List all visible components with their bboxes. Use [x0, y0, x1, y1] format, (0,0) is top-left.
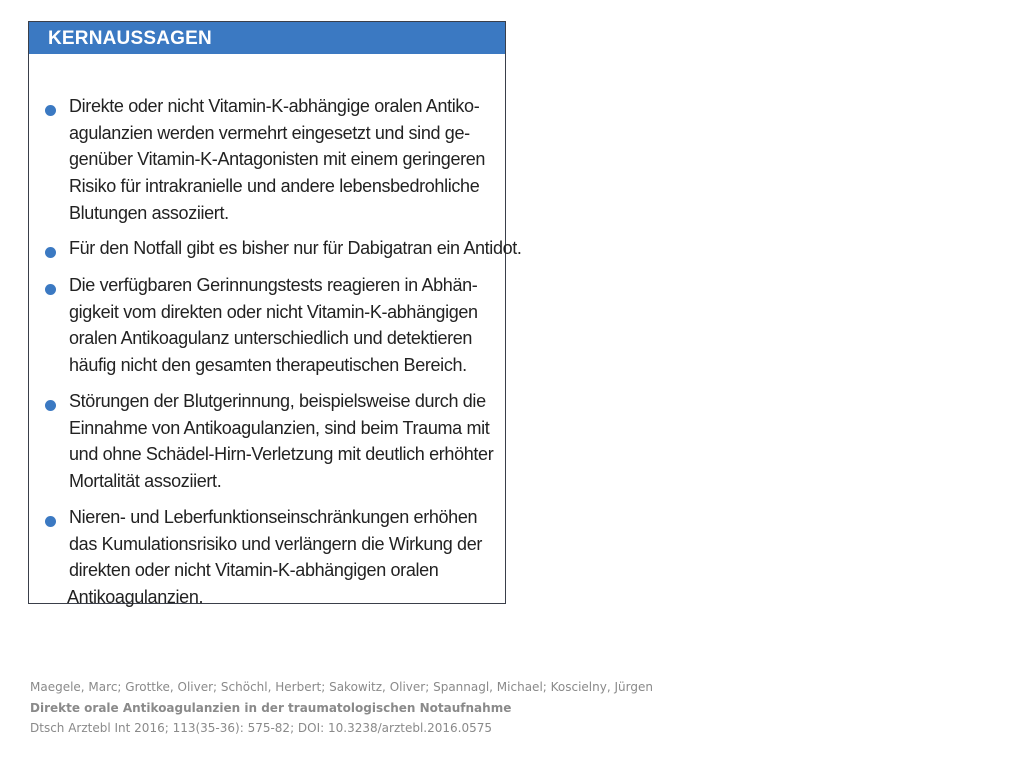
list-item-text: Nieren- und Leberfunktionseinschränkungen erhöhen das Kumulationsrisiko und verlängern die Wirkung der direkten oder nicht Vitamin-K-abhängigen oralen Antikoagulanzien. — [67, 507, 483, 608]
bullet-dot-icon — [45, 400, 56, 411]
bullet-dot-icon — [45, 516, 56, 527]
list-item-text: Die verfügbaren Gerinnungstests reagieren in Abhän- gigkeit vom direkten oder nicht Vitamin-K-abhängigen oralen Antikoagulanz unterschiedlich und detektieren häufig nicht den gesamten therapeutischen Bereich. — [69, 275, 478, 376]
citation — [30, 677, 653, 739]
bullet-dot-icon — [45, 105, 56, 116]
citation-title: Direkte orale Antikoagulanzien in der traumatologischen Notaufnahme — [30, 700, 512, 715]
list-item-text: Direkte oder nicht Vitamin-K-abhängige oralen Antiko- agulanzien werden vermehrt eingesetzt und sind ge- genüber Vitamin-K-Antagonisten mit einem geringeren Risiko für intrakranielle und andere lebensbedrohliche Blutungen assoziiert. — [69, 96, 486, 223]
bullet-dot-icon — [45, 284, 56, 295]
list-item-text: Störungen der Blutgerinnung, beispielsweise durch die Einnahme von Antikoagulanzien, sind beim Trauma mit und ohne Schädel-Hirn-Verletzung mit deutlich erhöhter Mortalität assoziiert. — [69, 391, 494, 492]
box-header: KERNAUSSAGEN — [29, 22, 505, 54]
bullet-dot-icon — [45, 247, 56, 258]
citation-source: Dtsch Arztebl Int 2016; 113(35-36): 575-82; DOI: 10.3238/arztebl.2016.0575 — [30, 721, 493, 735]
citation-authors: Maegele, Marc; Grottke, Oliver; Schöchl, Herbert; Sakowitz, Oliver; Spannagl, Michael; Koscielny, Jürgen — [30, 680, 653, 694]
list-item-text: Für den Notfall gibt es bisher nur für Dabigatran ein Antidot. — [69, 238, 522, 258]
key-statements-box — [28, 21, 522, 608]
